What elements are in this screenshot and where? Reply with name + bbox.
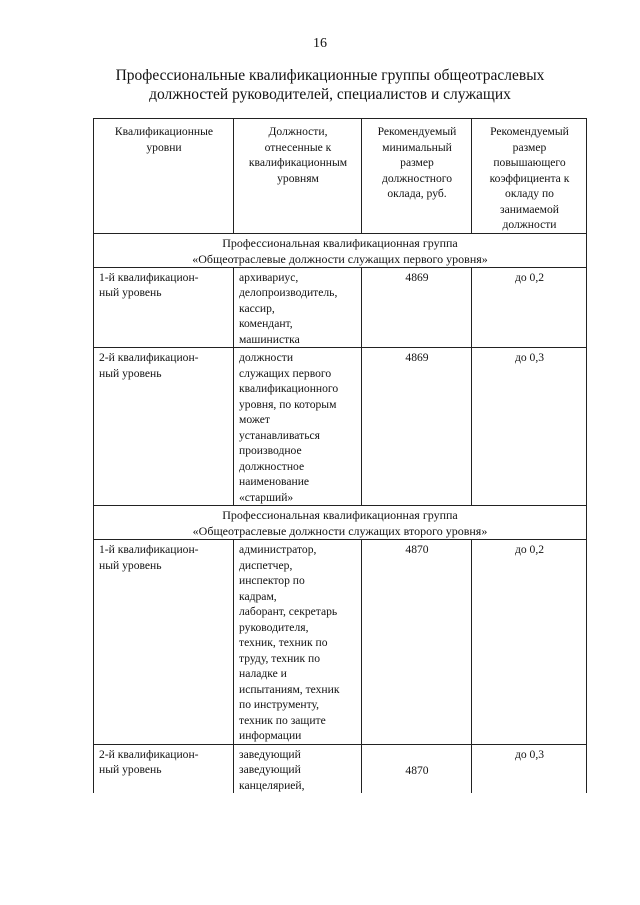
coefficient-cell: до 0,3: [472, 744, 587, 793]
coefficient-cell: до 0,3: [472, 348, 587, 506]
salary-cell: 4870: [362, 540, 472, 745]
qualification-table: [93, 118, 587, 793]
page-number: 16: [313, 36, 327, 51]
table-row: [94, 267, 587, 348]
positions-cell: архивариус, делопроизводитель, кассир, комендант, машинистка: [234, 267, 362, 348]
level-cell: 2-й квалификацион- ный уровень: [94, 744, 234, 793]
header-coefficient: Рекомендуемый размер повышающего коэффициента к окладу по занимаемой должности: [472, 119, 587, 234]
header-levels: Квалификационные уровни: [94, 119, 234, 234]
table-row: [94, 744, 587, 793]
title-line: должностей руководителей, специалистов и служащих: [149, 86, 511, 103]
salary-cell: 4869: [362, 348, 472, 506]
header-positions: Должности, отнесенные к квалификационным уровням: [234, 119, 362, 234]
positions-cell: должности служащих первого квалификационного уровня, по которым может устанавливаться производное должностное наименование «старший»: [234, 348, 362, 506]
positions-cell: заведующий заведующий канцелярией,: [234, 744, 362, 793]
table-row: [94, 540, 587, 745]
level-cell: 1-й квалификацион- ный уровень: [94, 267, 234, 348]
document-title: [90, 66, 570, 104]
group-heading-row: [94, 233, 587, 267]
salary-cell: 4870: [362, 744, 472, 793]
group-heading-row: [94, 506, 587, 540]
table-row: [94, 348, 587, 506]
coefficient-cell: до 0,2: [472, 267, 587, 348]
group-heading-second-level: Профессиональная квалификационная группа «Общеотраслевые должности служащих второго уровня»: [94, 506, 587, 540]
salary-cell: 4869: [362, 267, 472, 348]
title-line: Профессиональные квалификационные группы общеотраслевых: [115, 67, 545, 84]
group-heading-first-level: Профессиональная квалификационная группа «Общеотраслевые должности служащих первого уровня»: [94, 233, 587, 267]
positions-cell: администратор, диспетчер, инспектор по кадрам, лаборант, секретарь руководителя, техник, техник по труду, техник по наладке и испытаниям, техник по инструменту, техник по защите информации: [234, 540, 362, 745]
coefficient-cell: до 0,2: [472, 540, 587, 745]
level-cell: 1-й квалификацион- ный уровень: [94, 540, 234, 745]
level-cell: 2-й квалификацион- ный уровень: [94, 348, 234, 506]
header-salary: Рекомендуемый минимальный размер должностного оклада, руб.: [362, 119, 472, 234]
table-header-row: [94, 119, 587, 234]
